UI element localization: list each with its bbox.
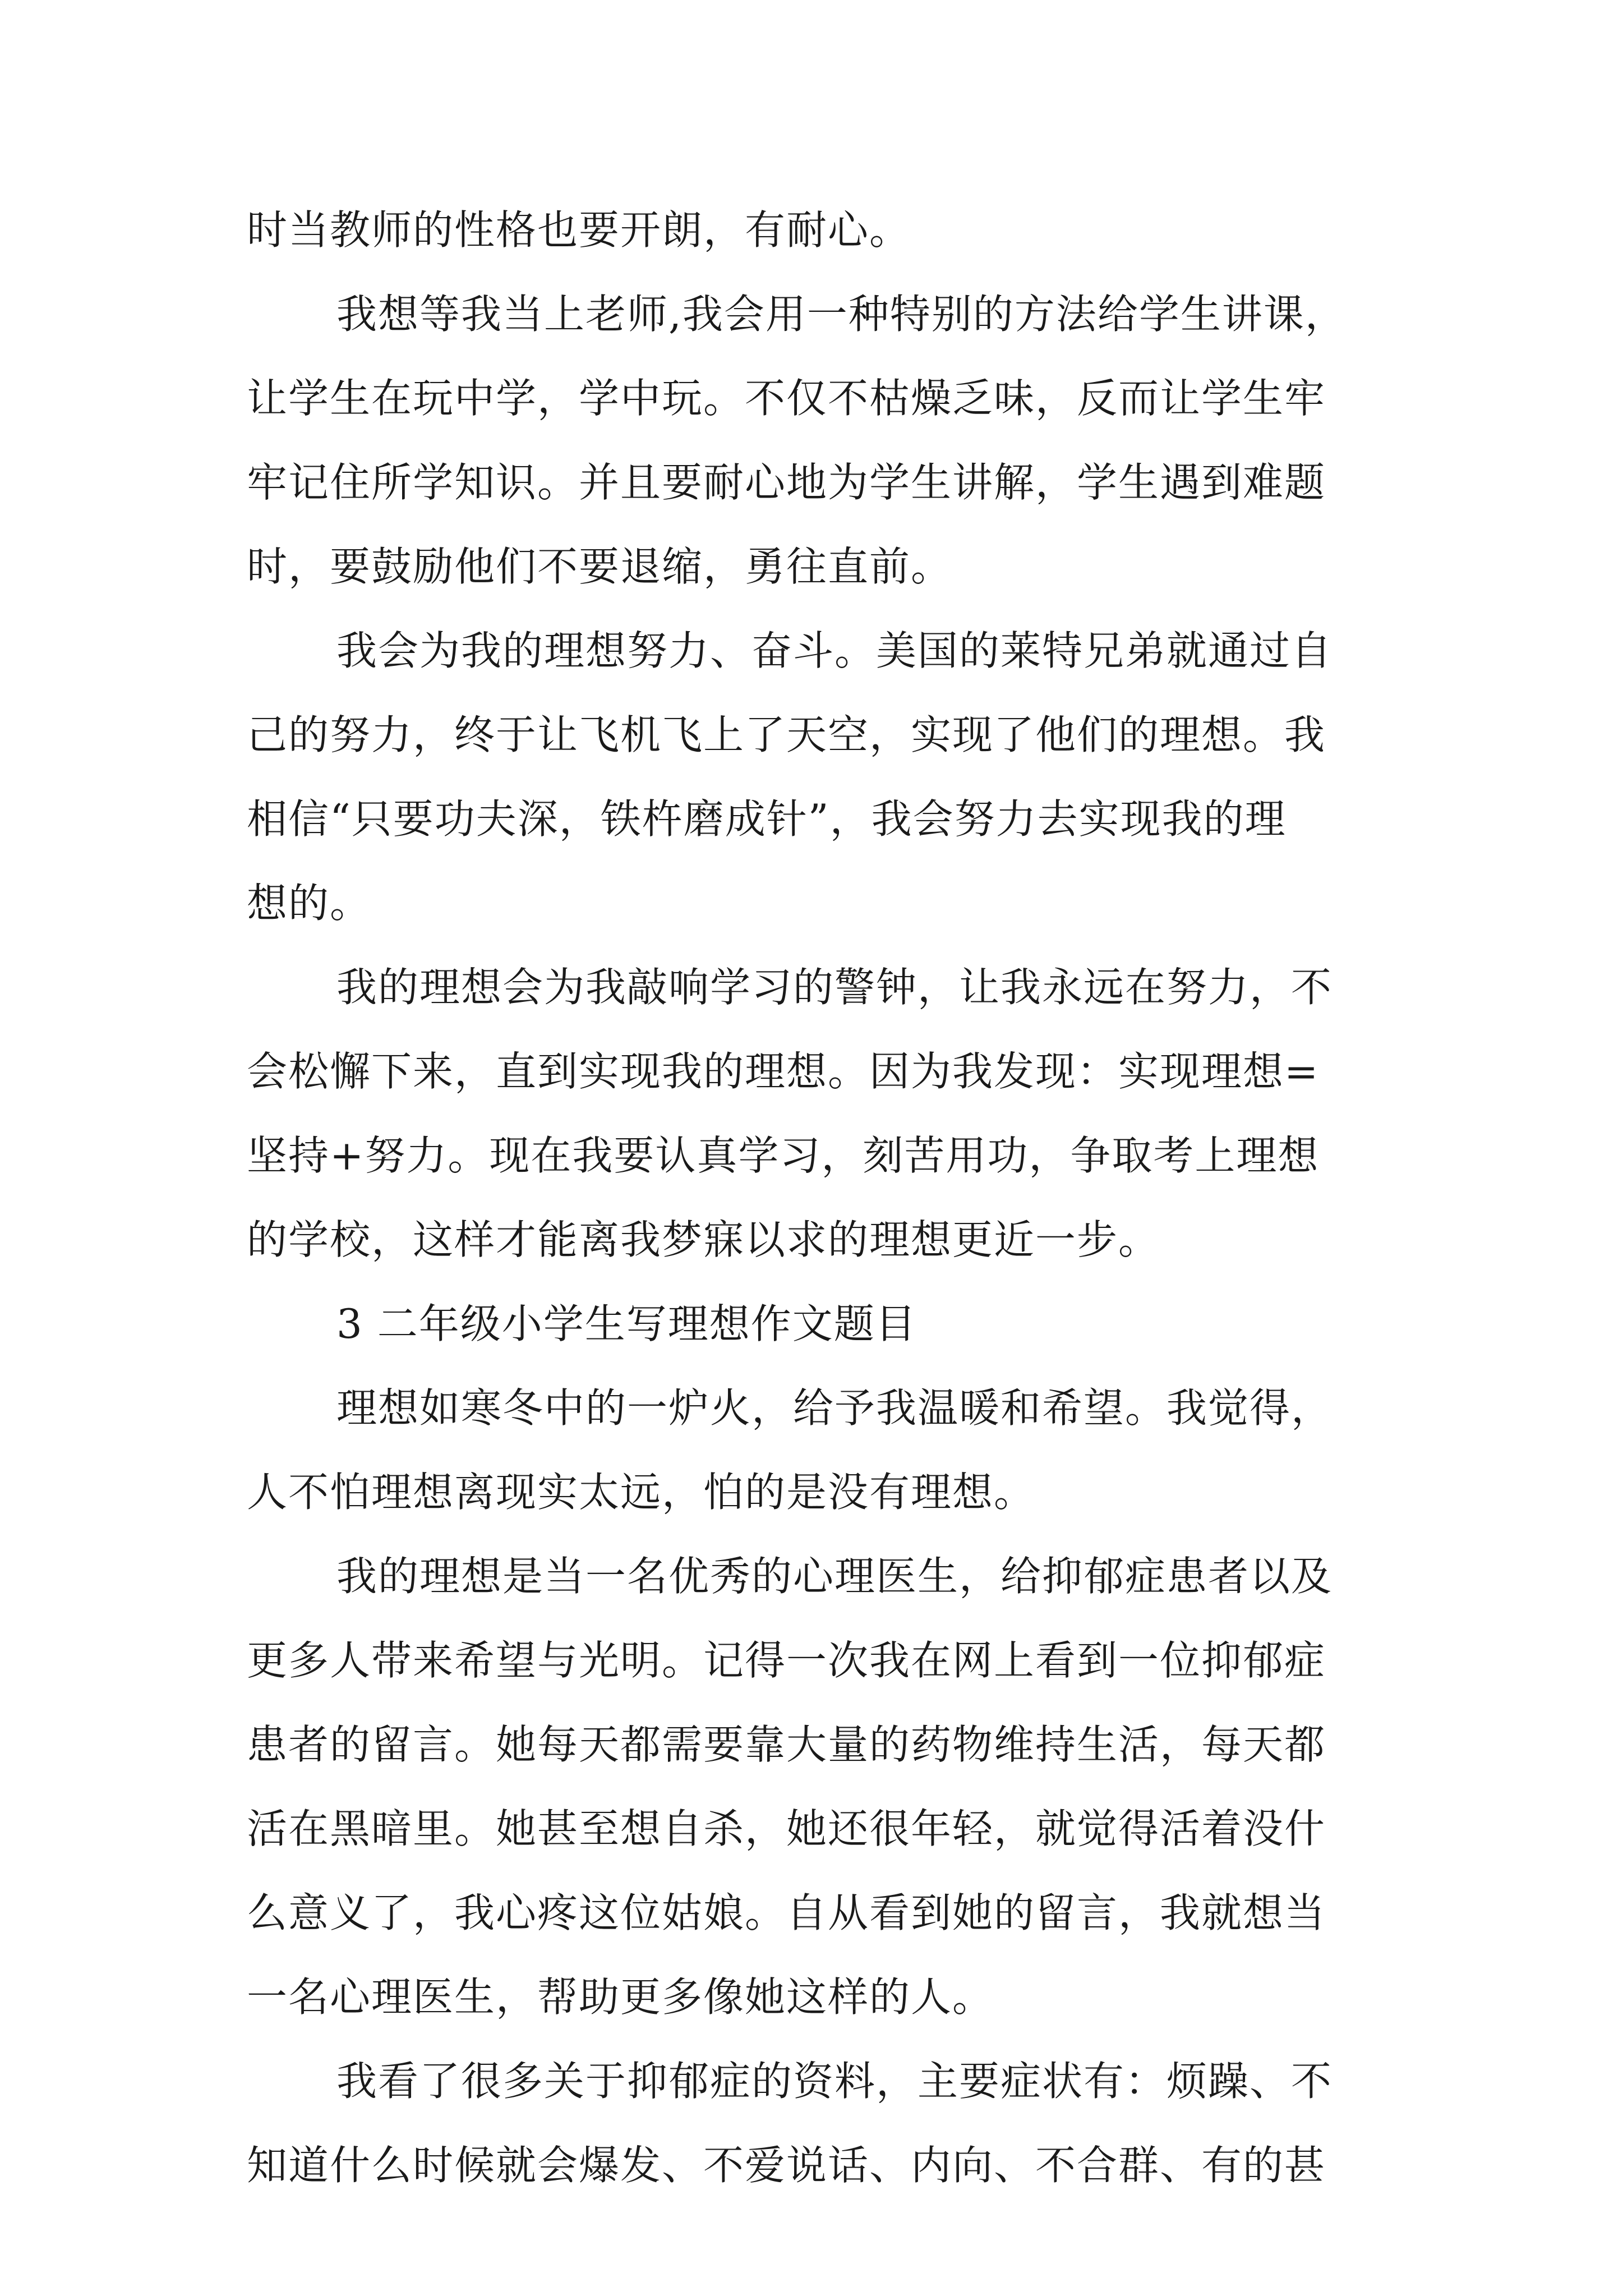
section-heading: 3 二年级小学生写理想作文题目 [336,1300,917,1347]
paragraph-start: 我想等我当上老师,我会用一种特别的方法给学生讲课， [336,291,1347,338]
text-line: 坚持+努力。现在我要认真学习，刻苦用功，争取考上理想 [247,1132,1320,1179]
text-line: 牢记住所学知识。并且要耐心地为学生讲解，学生遇到难题 [247,459,1326,506]
text-line: 么意义了，我心疼这位姑娘。自从看到她的留言，我就想当 [247,1889,1326,1936]
text-line: 患者的留言。她每天都需要靠大量的药物维持生活，每天都 [247,1721,1326,1768]
paragraph-start: 我看了很多关于抑郁症的资料，主要症状有：烦躁、不 [336,2058,1333,2105]
paragraph-start: 我的理想是当一名优秀的心理医生，给抑郁症患者以及 [336,1553,1333,1600]
paragraph-start: 理想如寒冬中的一炉火，给予我温暖和希望。我觉得， [336,1384,1333,1432]
text-line: 人不怕理想离现实太远，怕的是没有理想。 [247,1469,1036,1516]
text-line: 会松懈下来，直到实现我的理想。因为我发现：实现理想= [247,1048,1320,1095]
text-line: 知道什么时候就会爆发、不爱说话、内向、不合群、有的甚 [247,2142,1326,2189]
text-line: 更多人带来希望与光明。记得一次我在网上看到一位抑郁症 [247,1637,1326,1684]
text-line: 己的努力，终于让飞机飞上了天空，实现了他们的理想。我 [247,711,1326,758]
paragraph-start: 我会为我的理想努力、奋斗。美国的莱特兄弟就通过自 [336,627,1333,674]
paragraph-start: 我的理想会为我敲响学习的警钟，让我永远在努力，不 [336,964,1333,1011]
text-line: 想的。 [247,880,372,927]
text-line: 相信“只要功夫深，铁杵磨成针”，我会努力去实现我的理 [247,795,1287,843]
text-line: 的学校，这样才能离我梦寐以求的理想更近一步。 [247,1216,1160,1263]
text-line: 一名心理医生，帮助更多像她这样的人。 [247,1973,994,2021]
text-line: 时当教师的性格也要开朗，有耐心。 [247,206,911,254]
text-line: 让学生在玩中学，学中玩。不仅不枯燥乏味，反而让学生牢 [247,375,1326,422]
text-line: 活在黑暗里。她甚至想自杀，她还很年轻，就觉得活着没什 [247,1805,1326,1852]
text-line: 时，要鼓励他们不要退缩，勇往直前。 [247,543,953,590]
